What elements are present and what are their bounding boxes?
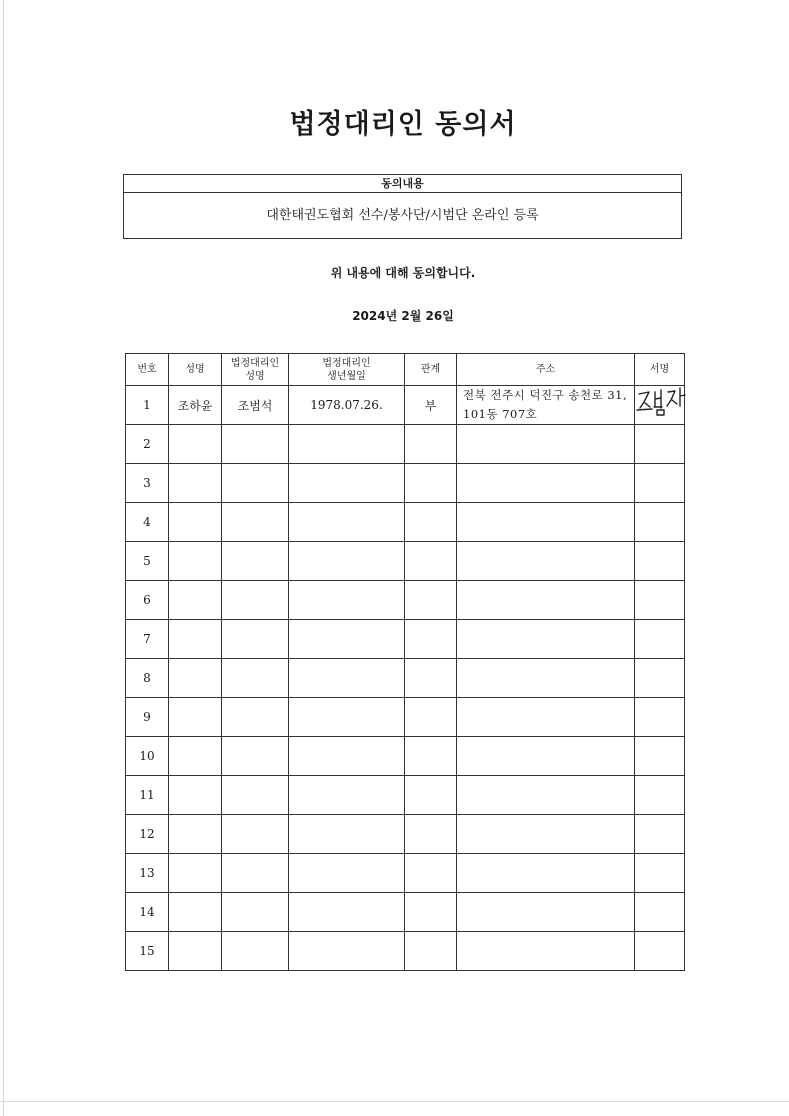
cell-guardian-birth: 1978.07.26. — [289, 386, 405, 425]
cell-guardian-birth — [289, 620, 405, 659]
table-row — [126, 464, 685, 503]
cell-guardian-birth — [289, 737, 405, 776]
cell-address — [457, 893, 635, 932]
cell-signature — [635, 698, 685, 737]
cell-guardian-name — [222, 893, 289, 932]
table-row — [126, 776, 685, 815]
table-row — [126, 932, 685, 971]
table-row — [126, 893, 685, 932]
cell-no: 3 — [126, 464, 169, 503]
table-row — [126, 815, 685, 854]
header-name: 성명 — [169, 354, 222, 386]
cell-no: 1 — [126, 386, 169, 425]
cell-relation — [405, 620, 457, 659]
cell-no: 2 — [126, 425, 169, 464]
document-title: 법정대리인 동의서 — [289, 109, 517, 140]
cell-signature — [635, 503, 685, 542]
header-no: 번호 — [126, 354, 169, 386]
cell-guardian-name — [222, 425, 289, 464]
cell-no: 7 — [126, 620, 169, 659]
cell-guardian-name — [222, 581, 289, 620]
cell-address — [457, 542, 635, 581]
cell-guardian-name — [222, 737, 289, 776]
cell-address — [457, 815, 635, 854]
cell-address: 전북 전주시 덕진구 송천로 31, 101동 707호 — [457, 386, 635, 425]
cell-signature — [635, 776, 685, 815]
cell-relation — [405, 464, 457, 503]
consent-body: 대한태권도협회 선수/봉사단/시범단 온라인 등록 — [266, 208, 539, 223]
header-guardian-name: 법정대리인 성명 — [222, 354, 289, 386]
cell-relation — [405, 698, 457, 737]
cell-address — [457, 659, 635, 698]
cell-name — [169, 737, 222, 776]
table-row — [126, 386, 685, 425]
table-header-row — [126, 354, 685, 386]
cell-guardian-name — [222, 854, 289, 893]
cell-no: 5 — [126, 542, 169, 581]
cell-address — [457, 620, 635, 659]
cell-guardian-birth — [289, 503, 405, 542]
cell-no: 13 — [126, 854, 169, 893]
cell-guardian-birth — [289, 698, 405, 737]
cell-relation — [405, 815, 457, 854]
consent-box — [123, 174, 682, 239]
table-row — [126, 542, 685, 581]
cell-relation — [405, 503, 457, 542]
cell-name — [169, 698, 222, 737]
cell-relation — [405, 581, 457, 620]
cell-no: 6 — [126, 581, 169, 620]
agreement-statement: 위 내용에 대해 동의합니다. — [330, 266, 476, 280]
cell-name — [169, 659, 222, 698]
cell-guardian-name — [222, 815, 289, 854]
cell-signature — [635, 932, 685, 971]
cell-name — [169, 464, 222, 503]
table-row — [126, 425, 685, 464]
cell-guardian-birth — [289, 464, 405, 503]
cell-relation — [405, 425, 457, 464]
cell-address — [457, 776, 635, 815]
header-guardian-birth: 법정대리인 생년월일 — [289, 354, 405, 386]
handwritten-signature — [635, 382, 687, 418]
cell-address — [457, 425, 635, 464]
cell-name: 조하윤 — [169, 386, 222, 425]
header-signature: 서명 — [635, 354, 685, 386]
cell-relation — [405, 659, 457, 698]
cell-no: 9 — [126, 698, 169, 737]
table-row — [126, 503, 685, 542]
cell-no: 8 — [126, 659, 169, 698]
cell-signature — [635, 581, 685, 620]
cell-name — [169, 425, 222, 464]
page-edge — [3, 0, 4, 1116]
cell-signature — [635, 854, 685, 893]
cell-guardian-name — [222, 698, 289, 737]
cell-no: 14 — [126, 893, 169, 932]
cell-address — [457, 581, 635, 620]
cell-signature — [635, 737, 685, 776]
cell-guardian-name — [222, 659, 289, 698]
cell-guardian-birth — [289, 542, 405, 581]
page-edge — [0, 1101, 789, 1102]
cell-guardian-name — [222, 932, 289, 971]
cell-guardian-birth — [289, 425, 405, 464]
table-row — [126, 659, 685, 698]
cell-no: 11 — [126, 776, 169, 815]
cell-no: 15 — [126, 932, 169, 971]
guardian-table — [125, 353, 685, 971]
cell-relation — [405, 542, 457, 581]
table-row — [126, 737, 685, 776]
cell-signature — [635, 425, 685, 464]
cell-guardian-name — [222, 542, 289, 581]
cell-relation: 부 — [405, 386, 457, 425]
cell-signature — [635, 659, 685, 698]
cell-name — [169, 932, 222, 971]
cell-address — [457, 737, 635, 776]
cell-guardian-birth — [289, 854, 405, 893]
cell-name — [169, 854, 222, 893]
cell-name — [169, 581, 222, 620]
cell-relation — [405, 893, 457, 932]
cell-address — [457, 698, 635, 737]
table-row — [126, 854, 685, 893]
cell-relation — [405, 776, 457, 815]
cell-guardian-birth — [289, 776, 405, 815]
cell-name — [169, 893, 222, 932]
cell-signature — [635, 464, 685, 503]
cell-no: 12 — [126, 815, 169, 854]
cell-signature — [635, 893, 685, 932]
cell-signature — [635, 542, 685, 581]
cell-signature — [635, 815, 685, 854]
cell-guardian-birth — [289, 815, 405, 854]
cell-guardian-name — [222, 620, 289, 659]
cell-address — [457, 932, 635, 971]
cell-name — [169, 776, 222, 815]
consent-header: 동의내용 — [124, 175, 681, 193]
cell-guardian-birth — [289, 893, 405, 932]
cell-guardian-name: 조범석 — [222, 386, 289, 425]
cell-no: 4 — [126, 503, 169, 542]
cell-name — [169, 620, 222, 659]
header-address: 주소 — [457, 354, 635, 386]
cell-signature — [635, 386, 685, 425]
cell-signature — [635, 620, 685, 659]
cell-no: 10 — [126, 737, 169, 776]
cell-guardian-name — [222, 503, 289, 542]
cell-guardian-name — [222, 464, 289, 503]
cell-address — [457, 854, 635, 893]
cell-guardian-name — [222, 776, 289, 815]
cell-relation — [405, 932, 457, 971]
cell-guardian-birth — [289, 581, 405, 620]
cell-name — [169, 542, 222, 581]
cell-guardian-birth — [289, 932, 405, 971]
cell-relation — [405, 854, 457, 893]
table-row — [126, 581, 685, 620]
cell-address — [457, 503, 635, 542]
cell-guardian-birth — [289, 659, 405, 698]
table-row — [126, 698, 685, 737]
cell-address — [457, 464, 635, 503]
cell-name — [169, 503, 222, 542]
cell-relation — [405, 737, 457, 776]
cell-name — [169, 815, 222, 854]
header-relation: 관계 — [405, 354, 457, 386]
table-row — [126, 620, 685, 659]
agreement-date: 2024년 2월 26일 — [352, 309, 454, 323]
